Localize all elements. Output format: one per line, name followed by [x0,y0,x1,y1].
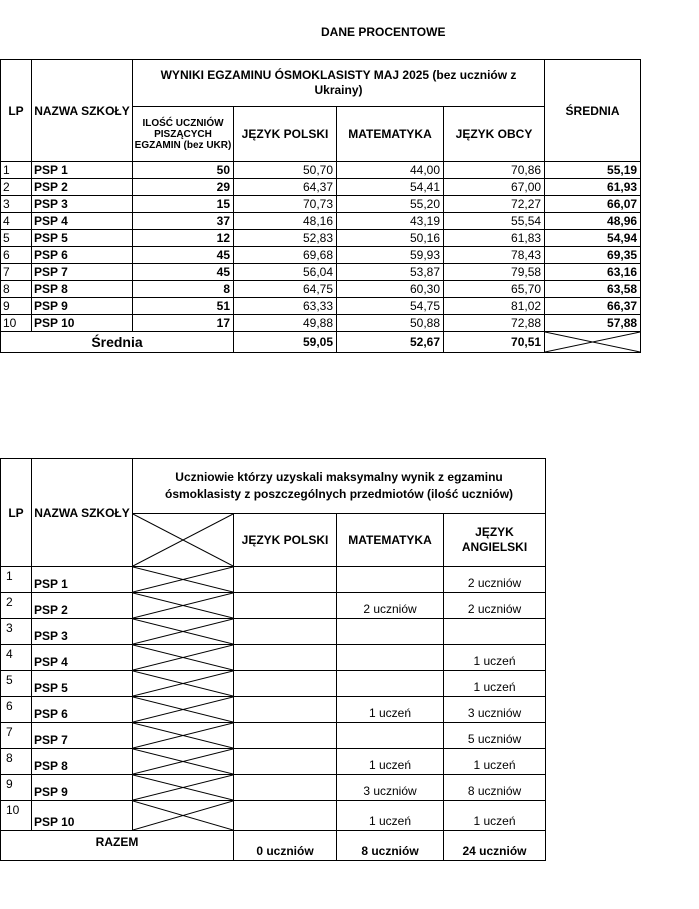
row-math-max [337,645,444,671]
row-polish-max [234,671,337,697]
row-polish-max [234,749,337,775]
row-average: 63,16 [545,264,641,281]
row-school: PSP 5 [32,671,133,697]
row-math-max [337,567,444,593]
row-math-max: 3 uczniów [337,775,444,801]
total-footer-label: RAZEM [1,831,234,861]
row-polish: 56,04 [234,264,337,281]
row-average: 48,96 [545,213,641,230]
table-row [1,179,641,196]
row-lp: 4 [1,645,32,671]
results-group-header: WYNIKI EGZAMINU ÓSMOKLASISTY MAJ 2025 (bez uczniów z Ukrainy) [133,60,545,107]
row-lp: 5 [1,671,32,697]
row-math: 50,16 [337,230,444,247]
row-lp: 1 [1,567,32,593]
row-lp: 10 [1,801,32,831]
table-row [1,247,641,264]
row-school: PSP 3 [32,619,133,645]
row-math: 55,20 [337,196,444,213]
table-row [1,196,641,213]
table-row [1,619,546,645]
crossed-out-cell [133,593,234,619]
table-row [1,230,641,247]
row-math: 50,88 [337,315,444,332]
total-footer-math: 8 uczniów [337,831,444,861]
row-student-count: 45 [133,247,234,264]
row-lp: 8 [1,749,32,775]
row-math: 54,41 [337,179,444,196]
row-school: PSP 7 [32,723,133,749]
crossed-out-cell [133,775,234,801]
row-student-count: 8 [133,281,234,298]
page-title: DANE PROCENTOWE [321,25,446,39]
row-math-max: 1 uczeń [337,749,444,775]
row-average: 63,58 [545,281,641,298]
row-school: PSP 1 [32,567,133,593]
row-english-max: 1 uczeń [444,645,546,671]
total-footer-polish: 0 uczniów [234,831,337,861]
row-foreign: 72,88 [444,315,545,332]
table-row [1,801,546,831]
row-student-count: 17 [133,315,234,332]
table-row [1,162,641,179]
row-polish: 69,68 [234,247,337,264]
row-student-count: 37 [133,213,234,230]
row-polish: 48,16 [234,213,337,230]
row-math-max: 2 uczniów [337,593,444,619]
row-foreign: 78,43 [444,247,545,264]
max-score-group-header: Uczniowie którzy uzyskali maksymalny wynik z egzaminu ósmoklasisty z poszczególnych przedmiotów (ilość uczniów) [133,459,546,514]
row-student-count: 50 [133,162,234,179]
row-foreign: 70,86 [444,162,545,179]
row-english-max [444,619,546,645]
row-foreign: 72,27 [444,196,545,213]
row-lp: 10 [1,315,32,332]
crossed-out-cell [133,619,234,645]
row-lp: 8 [1,281,32,298]
row-lp: 6 [1,697,32,723]
row-math: 60,30 [337,281,444,298]
table-row [1,697,546,723]
row-student-count: 15 [133,196,234,213]
row-english-max: 5 uczniów [444,723,546,749]
row-student-count: 12 [133,230,234,247]
crossed-out-cell [133,567,234,593]
table-row [1,775,546,801]
table-row [1,281,641,298]
row-math: 53,87 [337,264,444,281]
table-row [1,264,641,281]
crossed-out-header-cell [133,514,234,567]
row-english-max: 1 uczeń [444,671,546,697]
row-school: PSP 3 [32,196,133,213]
row-lp: 3 [1,619,32,645]
crossed-out-cell [133,697,234,723]
row-math: 59,93 [337,247,444,264]
row-school: PSP 8 [32,281,133,298]
table-row [1,567,546,593]
row-math-max [337,619,444,645]
row-polish: 64,75 [234,281,337,298]
crossed-out-cell [545,332,641,353]
row-polish: 70,73 [234,196,337,213]
row-polish: 52,83 [234,230,337,247]
row-school: PSP 2 [32,179,133,196]
table-row [1,298,641,315]
row-school: PSP 4 [32,645,133,671]
math-header-2: MATEMATYKA [337,514,444,567]
average-footer-foreign: 70,51 [444,332,545,353]
row-lp: 1 [1,162,32,179]
row-polish-max [234,619,337,645]
row-polish: 64,37 [234,179,337,196]
crossed-out-cell [133,723,234,749]
total-footer-english: 24 uczniów [444,831,546,861]
table-row [1,645,546,671]
row-math-max [337,671,444,697]
row-math: 54,75 [337,298,444,315]
max-score-table [0,458,546,861]
row-school: PSP 2 [32,593,133,619]
row-foreign: 81,02 [444,298,545,315]
polish-header: JĘZYK POLSKI [234,107,337,162]
row-foreign: 61,83 [444,230,545,247]
row-average: 66,37 [545,298,641,315]
row-math: 43,19 [337,213,444,230]
row-foreign: 65,70 [444,281,545,298]
students-count-header: ILOŚĆ UCZNIÓW PISZĄCYCH EGZAMIN (bez UKR) [133,107,234,162]
row-english-max: 2 uczniów [444,593,546,619]
row-polish-max [234,775,337,801]
row-lp: 3 [1,196,32,213]
row-math-max: 1 uczeń [337,801,444,831]
table-row [1,723,546,749]
row-lp: 4 [1,213,32,230]
row-average: 69,35 [545,247,641,264]
row-school: PSP 1 [32,162,133,179]
row-polish: 63,33 [234,298,337,315]
row-school: PSP 5 [32,230,133,247]
row-polish-max [234,697,337,723]
row-lp: 6 [1,247,32,264]
english-header: JĘZYK ANGIELSKI [444,514,546,567]
row-average: 54,94 [545,230,641,247]
row-student-count: 51 [133,298,234,315]
row-school: PSP 6 [32,247,133,264]
crossed-out-cell [133,645,234,671]
lp-header: LP [1,60,32,162]
average-footer-label: Średnia [1,332,234,353]
exam-results-table [0,59,641,353]
row-school: PSP 9 [32,775,133,801]
row-lp: 2 [1,593,32,619]
school-name-header-2: NAZWA SZKOŁY [32,459,133,567]
average-footer-math: 52,67 [337,332,444,353]
row-school: PSP 10 [32,315,133,332]
crossed-out-cell [133,801,234,831]
average-footer-polish: 59,05 [234,332,337,353]
row-polish-max [234,593,337,619]
table-row [1,593,546,619]
row-average: 61,93 [545,179,641,196]
school-name-header: NAZWA SZKOŁY [32,60,133,162]
crossed-out-cell [133,671,234,697]
average-header: ŚREDNIA [545,60,641,162]
row-polish-max [234,645,337,671]
row-school: PSP 6 [32,697,133,723]
row-foreign: 55,54 [444,213,545,230]
row-average: 55,19 [545,162,641,179]
row-average: 66,07 [545,196,641,213]
row-lp: 9 [1,298,32,315]
row-polish: 50,70 [234,162,337,179]
row-english-max: 2 uczniów [444,567,546,593]
foreign-language-header: JĘZYK OBCY [444,107,545,162]
row-polish-max [234,567,337,593]
row-school: PSP 7 [32,264,133,281]
row-math: 44,00 [337,162,444,179]
row-lp: 9 [1,775,32,801]
row-student-count: 45 [133,264,234,281]
row-math-max [337,723,444,749]
crossed-out-cell [133,749,234,775]
row-polish: 49,88 [234,315,337,332]
row-average: 57,88 [545,315,641,332]
table-row [1,315,641,332]
polish-header-2: JĘZYK POLSKI [234,514,337,567]
table-row [1,671,546,697]
row-lp: 7 [1,264,32,281]
row-lp: 5 [1,230,32,247]
table-row [1,749,546,775]
row-foreign: 79,58 [444,264,545,281]
row-math-max: 1 uczeń [337,697,444,723]
row-english-max: 3 uczniów [444,697,546,723]
row-school: PSP 9 [32,298,133,315]
row-foreign: 67,00 [444,179,545,196]
row-lp: 2 [1,179,32,196]
row-polish-max [234,801,337,831]
row-english-max: 1 uczeń [444,749,546,775]
math-header: MATEMATYKA [337,107,444,162]
row-student-count: 29 [133,179,234,196]
row-school: PSP 4 [32,213,133,230]
row-school: PSP 10 [32,801,133,831]
row-polish-max [234,723,337,749]
row-school: PSP 8 [32,749,133,775]
lp-header-2: LP [1,459,32,567]
row-english-max: 1 uczeń [444,801,546,831]
row-english-max: 8 uczniów [444,775,546,801]
row-lp: 7 [1,723,32,749]
table-row [1,213,641,230]
